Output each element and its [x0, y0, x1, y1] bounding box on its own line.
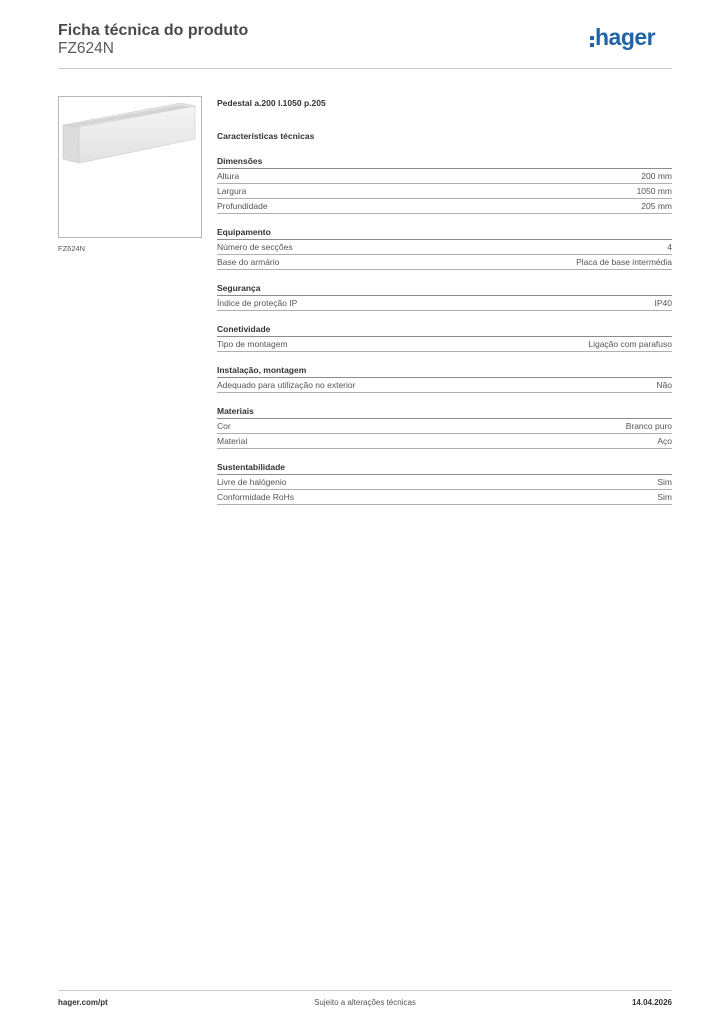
spec-value: Não	[656, 380, 672, 390]
image-caption: FZ624N	[58, 244, 86, 253]
spec-row	[217, 490, 672, 505]
spec-value: Ligação com parafuso	[588, 339, 672, 349]
spec-label: Índice de proteção IP	[217, 298, 298, 308]
spec-group-conetividade	[217, 323, 672, 352]
spec-row	[217, 337, 672, 352]
spec-group-instalacao	[217, 364, 672, 393]
group-heading: Segurança	[217, 282, 672, 296]
spec-row	[217, 378, 672, 393]
spec-label: Base do armário	[217, 257, 280, 267]
document-title: Ficha técnica do produto	[58, 22, 249, 39]
spec-label: Número de secções	[217, 242, 293, 252]
spec-row	[217, 240, 672, 255]
group-heading: Dimensões	[217, 155, 672, 169]
product-name: Pedestal a.200 l.1050 p.205	[217, 98, 326, 108]
spec-label: Altura	[217, 171, 240, 181]
spec-value: IP40	[654, 298, 672, 308]
spec-row	[217, 434, 672, 449]
spec-group-materiais	[217, 405, 672, 449]
spec-group-sustentabilidade	[217, 461, 672, 505]
spec-value: Aço	[657, 436, 672, 446]
spec-row	[217, 419, 672, 434]
spec-value: Sim	[657, 492, 672, 502]
page-header	[58, 21, 672, 58]
footer-divider	[58, 990, 672, 991]
section-heading: Características técnicas	[217, 131, 315, 141]
spec-value: 200 mm	[641, 171, 672, 181]
spec-group-seguranca	[217, 282, 672, 311]
product-image	[58, 96, 202, 238]
spec-label: Material	[217, 436, 248, 446]
group-heading: Materiais	[217, 405, 672, 419]
spec-label: Adequado para utilização no exterior	[217, 380, 356, 390]
spec-label: Cor	[217, 421, 231, 431]
spec-row	[217, 296, 672, 311]
spec-label: Conformidade RoHs	[217, 492, 295, 502]
spec-value: Placa de base intermédia	[576, 257, 672, 267]
spec-row	[217, 199, 672, 214]
group-heading: Instalação, montagem	[217, 364, 672, 378]
spec-label: Tipo de montagem	[217, 339, 288, 349]
spec-label: Profundidade	[217, 201, 268, 211]
group-heading: Sustentabilidade	[217, 461, 672, 475]
spec-content	[217, 96, 672, 505]
spec-value: Sim	[657, 477, 672, 487]
footer-date: 14.04.2026	[631, 998, 672, 1007]
header-divider	[58, 68, 672, 69]
hager-logo	[590, 24, 672, 53]
spec-row	[217, 255, 672, 270]
spec-value: 4	[667, 242, 672, 252]
product-photo-pedestal-icon	[59, 97, 201, 237]
spec-label: Livre de halógenio	[217, 477, 287, 487]
footer-note: Sujeito a alterações técnicas	[314, 998, 416, 1007]
spec-row	[217, 184, 672, 199]
spec-group-equipamento	[217, 226, 672, 270]
spec-value: 205 mm	[641, 201, 672, 211]
spec-value: 1050 mm	[636, 186, 672, 196]
spec-row	[217, 169, 672, 184]
product-code: FZ624N	[58, 40, 114, 57]
logo-wordmark: hager	[595, 24, 656, 50]
group-heading: Equipamento	[217, 226, 672, 240]
footer-website-link[interactable]: hager.com/pt	[58, 998, 108, 1007]
spec-label: Largura	[217, 186, 247, 196]
group-heading: Conetividade	[217, 323, 672, 337]
logo-dots-icon	[590, 36, 594, 50]
spec-group-dimensoes	[217, 155, 672, 214]
spec-value: Branco puro	[625, 421, 672, 431]
spec-row	[217, 475, 672, 490]
